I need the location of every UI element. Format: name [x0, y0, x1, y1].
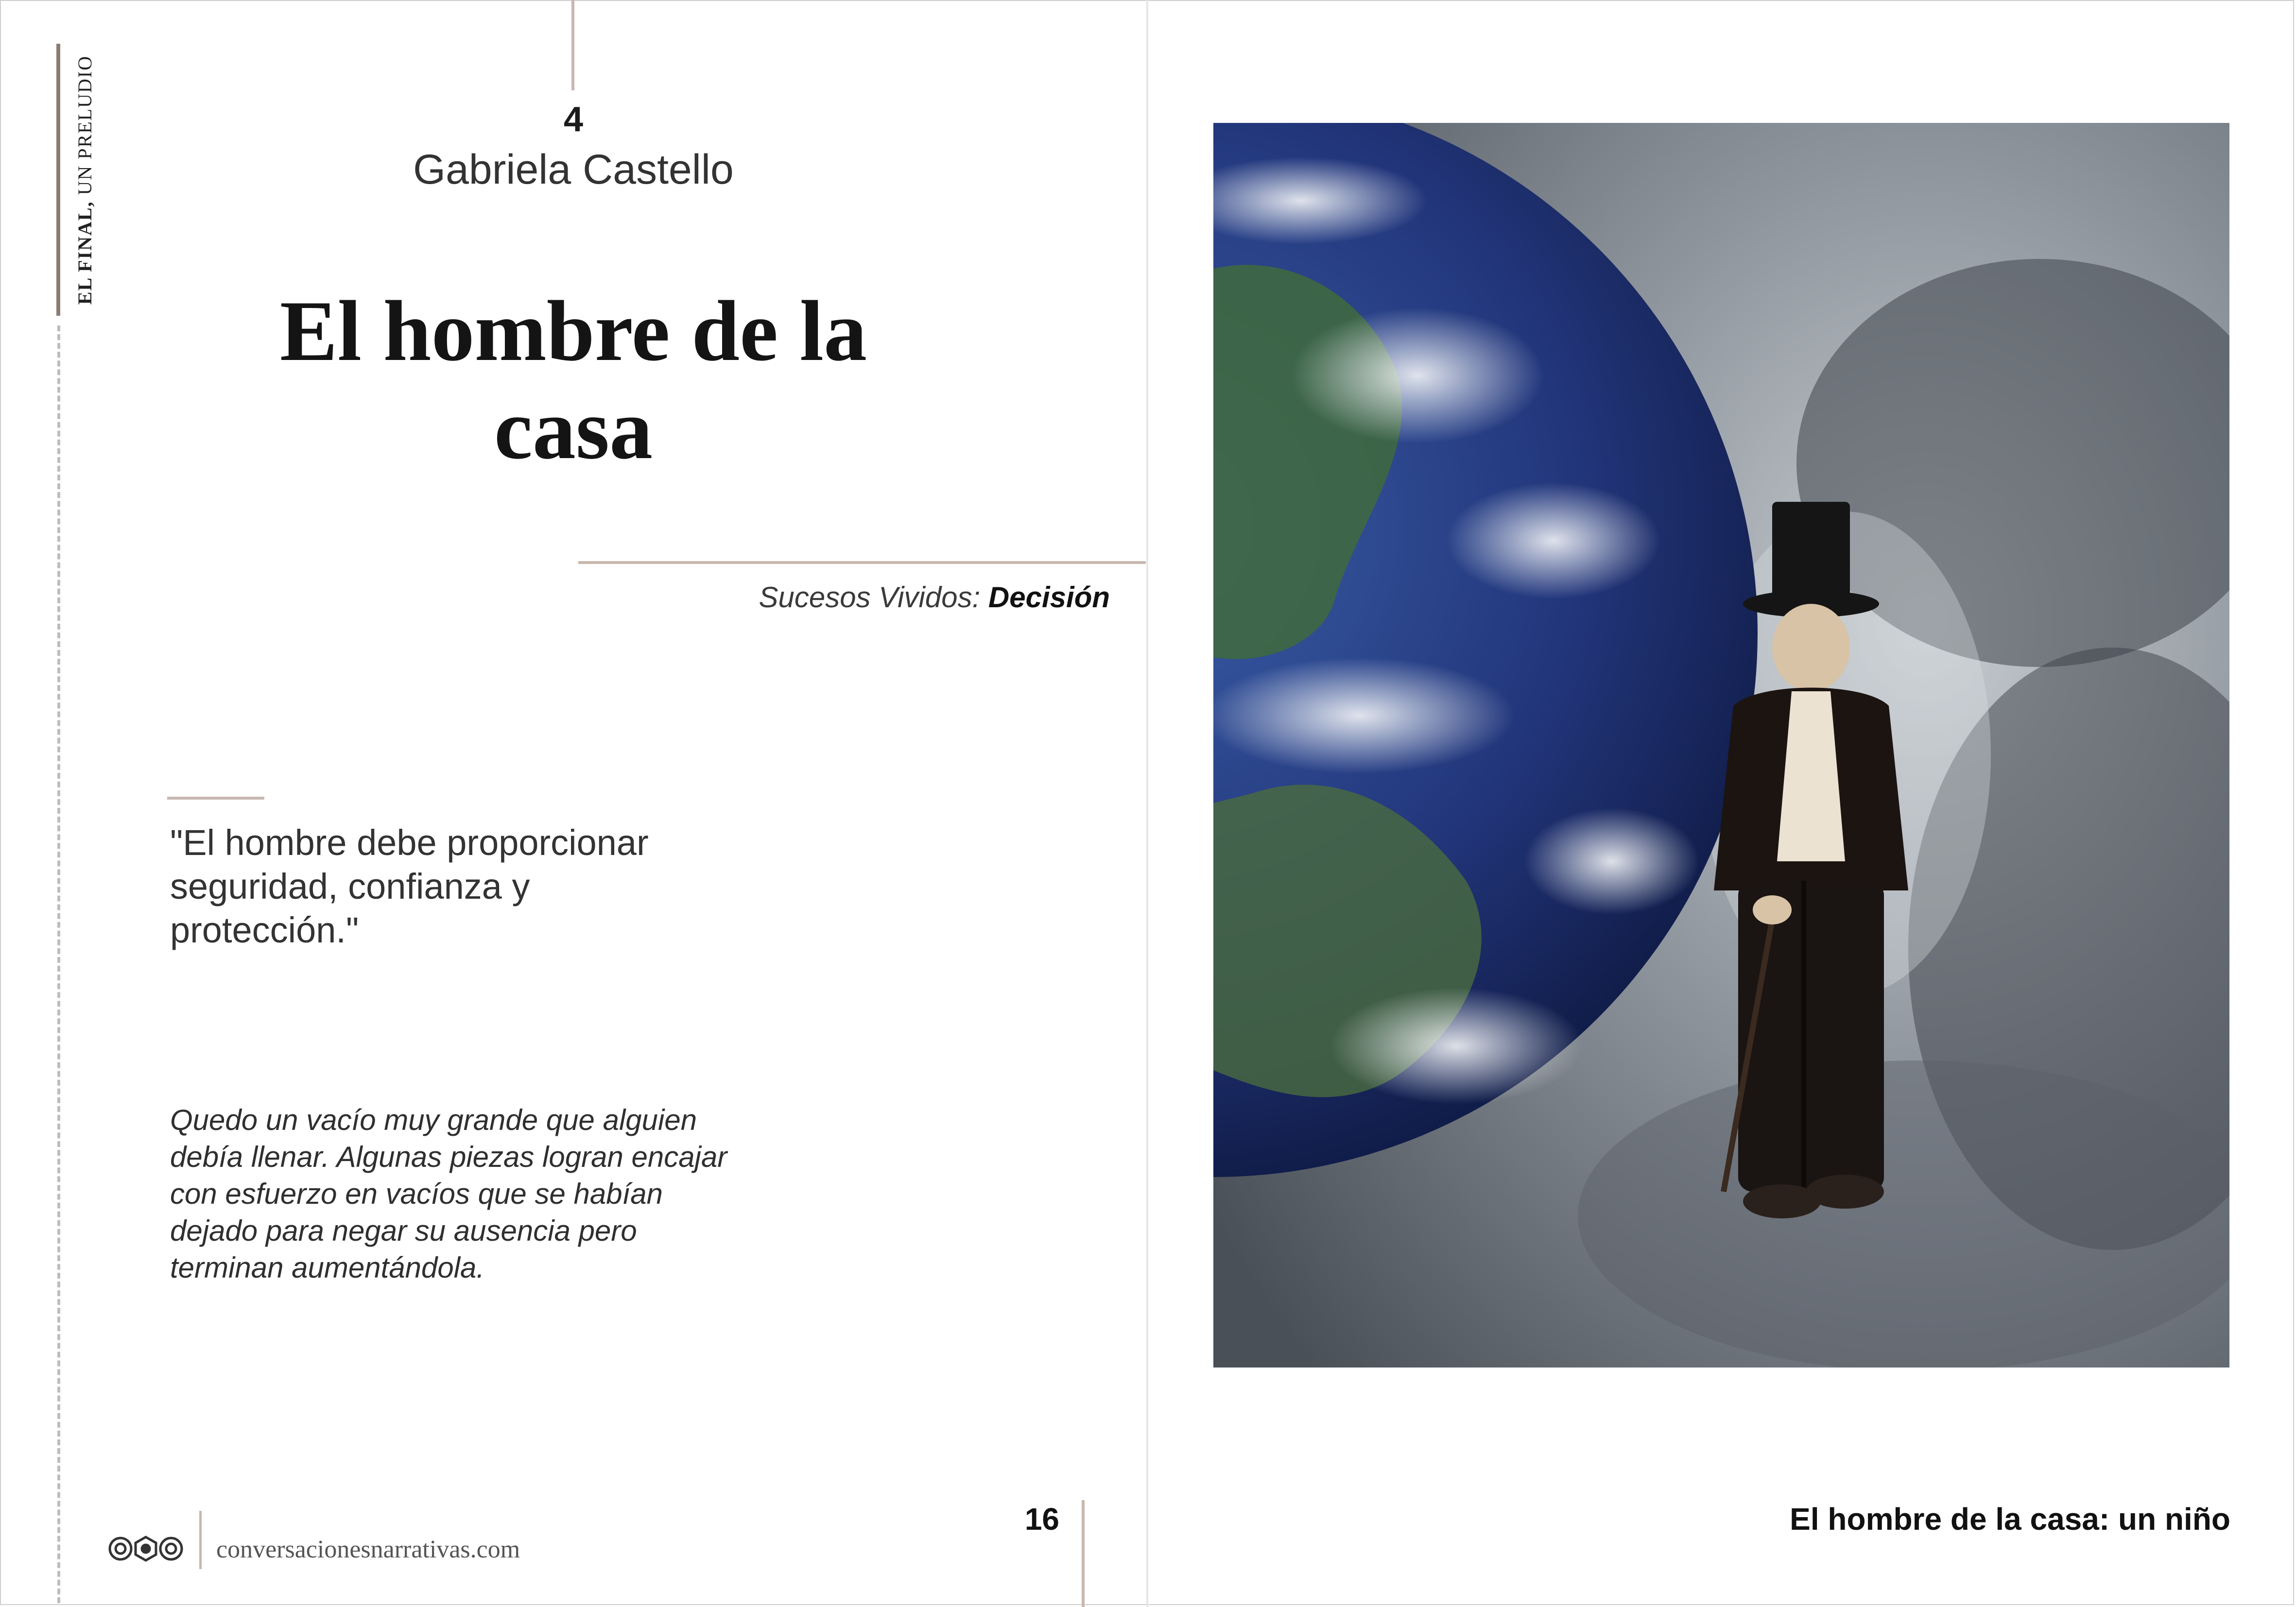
- collage-illustration: [1213, 123, 2229, 1368]
- events-label: Sucesos Vividos:: [759, 581, 988, 614]
- chapter-number: 4: [563, 100, 584, 139]
- story-title: [204, 282, 943, 478]
- events-tag: [632, 581, 1110, 614]
- section-title-rest: UN PRELUDIO: [74, 55, 96, 201]
- page-number-rule: [1082, 1500, 1085, 1607]
- body-line-4: dejado para negar su ausencia pero: [170, 1214, 637, 1247]
- top-divider: [571, 0, 574, 90]
- title-divider: [578, 561, 1146, 564]
- circle-ring-icon: [160, 1538, 182, 1559]
- quote-line-3: protección.": [170, 910, 359, 950]
- image-caption: El hombre de la casa: un niño: [1790, 1502, 2230, 1537]
- side-accent-bar: [56, 44, 60, 316]
- author-name: Gabriela Castello: [413, 146, 734, 193]
- body-line-1: Quedo un vacío muy grande que alguien: [170, 1104, 697, 1136]
- quote-line-2: seguridad, confianza y: [170, 866, 530, 906]
- body-line-2: debía llenar. Algunas piezas logran encajar: [170, 1141, 727, 1173]
- publisher-logo: [107, 1534, 185, 1563]
- website-link[interactable]: conversacionesnarrativas.com: [216, 1536, 520, 1563]
- quote-line-1: "El hombre debe proporcionar: [170, 822, 649, 863]
- page-number: 16: [1024, 1502, 1059, 1537]
- title-line-1: El hombre de la: [279, 283, 867, 379]
- footer-separator: [199, 1511, 202, 1569]
- page-gutter: [1146, 0, 1148, 1607]
- body-line-5: terminan aumentándola.: [170, 1251, 485, 1284]
- body-line-3: con esfuerzo en vacíos que se habían: [170, 1178, 663, 1210]
- hexagon-asterisk-icon: [136, 1537, 156, 1560]
- title-line-2: casa: [494, 381, 653, 477]
- section-title-bold: EL FINAL,: [74, 200, 96, 305]
- events-value: Decisión: [988, 581, 1110, 614]
- section-running-title: [66, 44, 104, 316]
- quote-divider: [167, 797, 264, 800]
- story-body: [170, 1102, 763, 1286]
- dashed-margin-line: [57, 325, 60, 1603]
- pull-quote: [170, 821, 753, 952]
- circle-ring-icon: [110, 1538, 131, 1559]
